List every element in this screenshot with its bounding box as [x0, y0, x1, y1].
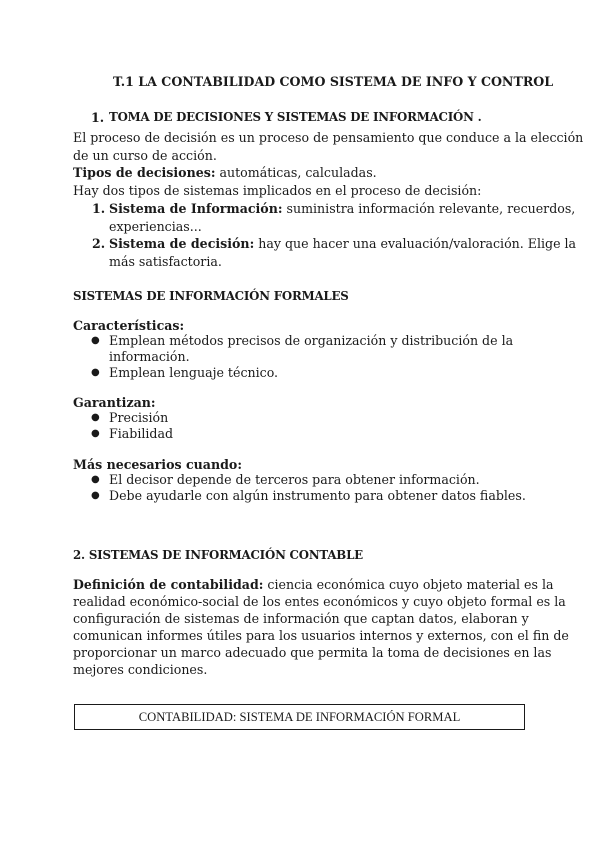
list-item-text: suministra información relevante, recuerdos, — [282, 201, 576, 216]
bullet-text: Debe ayudarle con algún instrumento para obtener datos fiables. — [109, 488, 526, 503]
definition-line: mejores condiciones. — [73, 662, 208, 677]
tipos-text: automáticas, calculadas. — [215, 165, 377, 180]
bullet-icon: ● — [91, 474, 100, 485]
definition-line: proporcionar un marco adecuado que permita la toma de decisiones en las — [73, 645, 552, 660]
summary-box-text: CONTABILIDAD: SISTEMA DE INFORMACIÓN FORMAL — [138, 710, 461, 724]
formales-heading: SISTEMAS DE INFORMACIÓN FORMALES — [73, 289, 349, 303]
list-item-line: experiencias... — [109, 219, 202, 234]
bullet-text: Precisión — [109, 410, 169, 425]
section-1-number: 1. — [91, 110, 105, 125]
list-item-text: hay que hacer una evaluación/valoración. Elige la — [254, 236, 577, 251]
bullet-text: Fiabilidad — [109, 426, 174, 441]
hay-dos-line: Hay dos tipos de sistemas implicados en el proceso de decisión: — [73, 183, 482, 198]
tipos-label: Tipos de decisiones: — [73, 165, 216, 180]
document-title: T.1 LA CONTABILIDAD COMO SISTEMA DE INFO Y CONTROL — [113, 74, 554, 89]
necesarios-label: Más necesarios cuando: — [73, 457, 242, 472]
definition-line: configuración de sistemas de información que captan datos, elaboran y — [73, 611, 529, 626]
list-item-line — [109, 200, 575, 217]
bullet-text: información. — [109, 349, 190, 364]
bullet-text: Emplean lenguaje técnico. — [109, 365, 279, 380]
summary-box — [74, 704, 525, 730]
paragraph-line: El proceso de decisión es un proceso de pensamiento que conduce a la elección — [73, 130, 584, 145]
bullet-icon: ● — [91, 490, 100, 501]
definition-label: Definición de contabilidad: — [73, 577, 264, 592]
garantizan-label: Garantizan: — [73, 395, 156, 410]
definition-line: comunican informes útiles para los usuarios internos y externos, con el fin de — [73, 628, 569, 643]
section-2-heading: 2. SISTEMAS DE INFORMACIÓN CONTABLE — [73, 548, 363, 562]
bullet-icon: ● — [91, 367, 100, 378]
caracteristicas-label: Características: — [73, 318, 185, 333]
definition-line: realidad económico-social de los entes económicos y cuyo objeto formal es la — [73, 594, 566, 609]
bullet-icon: ● — [91, 428, 100, 439]
bullet-text: Emplean métodos precisos de organización y distribución de la — [109, 333, 514, 348]
list-item-label: Sistema de Información: — [109, 201, 283, 216]
definition-line — [73, 576, 554, 593]
tipos-decisiones-line — [73, 164, 377, 181]
bullet-text: El decisor depende de terceros para obtener información. — [109, 472, 480, 487]
definition-text: ciencia económica cuyo objeto material es la — [263, 577, 554, 592]
list-item-line — [109, 235, 576, 252]
section-1-heading: TOMA DE DECISIONES Y SISTEMAS DE INFORMACIÓN . — [109, 110, 482, 124]
list-item-label: Sistema de decisión: — [109, 236, 255, 251]
bullet-icon: ● — [91, 335, 100, 346]
paragraph-line: de un curso de acción. — [73, 148, 217, 163]
bullet-icon: ● — [91, 412, 100, 423]
list-item-number: 2. — [92, 236, 106, 251]
list-item-line: más satisfactoria. — [109, 254, 222, 269]
list-item-number: 1. — [92, 201, 106, 216]
